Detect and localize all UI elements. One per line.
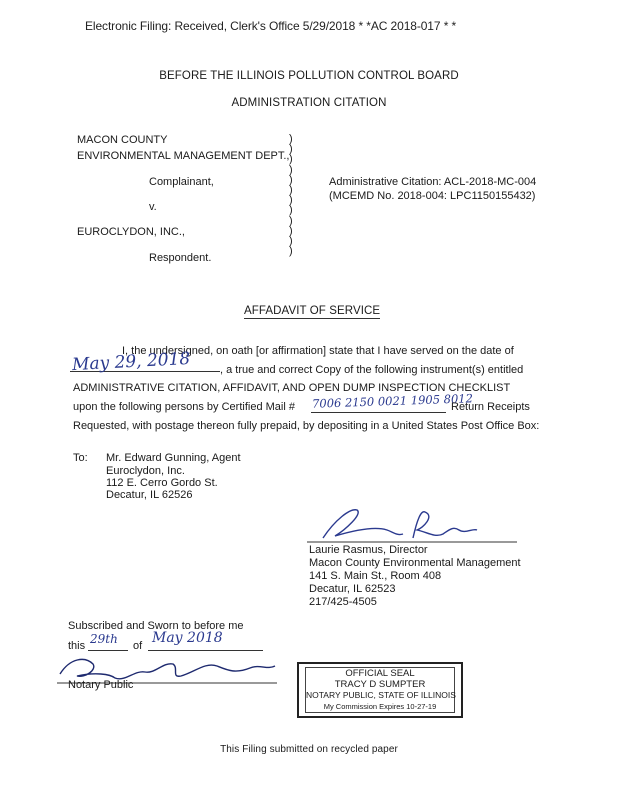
recipient-line: Decatur, IL 62526 — [106, 489, 193, 501]
caption-parentheses: ) ) ) ) ) ) ) ) ) ) ) ) — [289, 133, 293, 258]
sworn-line: Subscribed and Sworn to before me — [68, 620, 244, 632]
body-line5: Requested, with postage thereon fully prepaid, by depositing in a United States Post Office Box: — [73, 420, 540, 432]
body-line1: I, the undersigned, on oath [or affirmation] state that I have served on the date of — [122, 345, 514, 357]
respondent-name: EUROCLYDON, INC., — [77, 226, 185, 238]
mcemd-number: (MCEMD No. 2018-004: LPC1150155432) — [329, 190, 536, 202]
seal-state: NOTARY PUBLIC, STATE OF ILLINOIS — [306, 690, 456, 700]
seal-title: OFFICIAL SEAL — [345, 668, 415, 679]
director-signature — [305, 500, 520, 544]
signer-line: Laurie Rasmus, Director — [309, 544, 428, 556]
signer-line: Decatur, IL 62523 — [309, 583, 396, 595]
recipient-line: Euroclydon, Inc. — [106, 465, 185, 477]
body-line3: ADMINISTRATIVE CITATION, AFFIDAVIT, AND OPEN DUMP INSPECTION CHECKLIST — [73, 382, 511, 394]
complainant-name-line2: ENVIRONMENTAL MANAGEMENT DEPT., — [77, 150, 290, 162]
body-line4-start: upon the following persons by Certified Mail # — [73, 401, 295, 413]
handwritten-certified-mail-number: 7006 2150 0021 1905 8012 — [311, 391, 474, 411]
electronic-filing-stamp: Electronic Filing: Received, Clerk's Office 5/29/2018 * *AC 2018-017 * * — [85, 19, 457, 33]
body-line4-end: Return Receipts — [451, 401, 530, 413]
recipient-line: 112 E. Cerro Gordo St. — [106, 477, 218, 489]
notary-public-label: Notary Public — [68, 679, 134, 691]
body-line2: , a true and correct Copy of the following instrument(s) entitled — [220, 364, 524, 376]
to-label: To: — [73, 452, 88, 464]
respondent-role: Respondent. — [149, 252, 212, 264]
this-label: this — [68, 640, 86, 652]
complainant-name-line1: MACON COUNTY — [77, 134, 168, 146]
seal-expiration: My Commission Expires 10-27-19 — [323, 702, 437, 711]
document-type-heading: ADMINISTRATION CITATION — [231, 97, 387, 109]
handwritten-day: 29th — [90, 632, 118, 646]
complainant-role: Complainant, — [149, 176, 214, 188]
versus-label: v. — [149, 201, 157, 213]
of-label: of — [133, 640, 143, 652]
affidavit-title: AFFADAVIT OF SERVICE — [244, 305, 381, 317]
official-seal-stamp — [297, 662, 463, 718]
recipient-line: Mr. Edward Gunning, Agent — [106, 452, 241, 464]
seal-notary-name: TRACY D SUMPTER — [334, 679, 426, 690]
signer-line: 141 S. Main St., Room 408 — [309, 570, 442, 582]
handwritten-service-date: May 29, 2018 — [71, 348, 191, 376]
signer-line: Macon County Environmental Management — [309, 557, 521, 569]
signer-line: 217/425-4505 — [309, 596, 377, 608]
recycled-paper-footer: This Filing submitted on recycled paper — [220, 744, 398, 755]
citation-number: Administrative Citation: ACL-2018-MC-004 — [329, 176, 537, 188]
board-heading: BEFORE THE ILLINOIS POLLUTION CONTROL BOARD — [159, 70, 459, 82]
handwritten-month-year: May 2018 — [152, 630, 223, 646]
